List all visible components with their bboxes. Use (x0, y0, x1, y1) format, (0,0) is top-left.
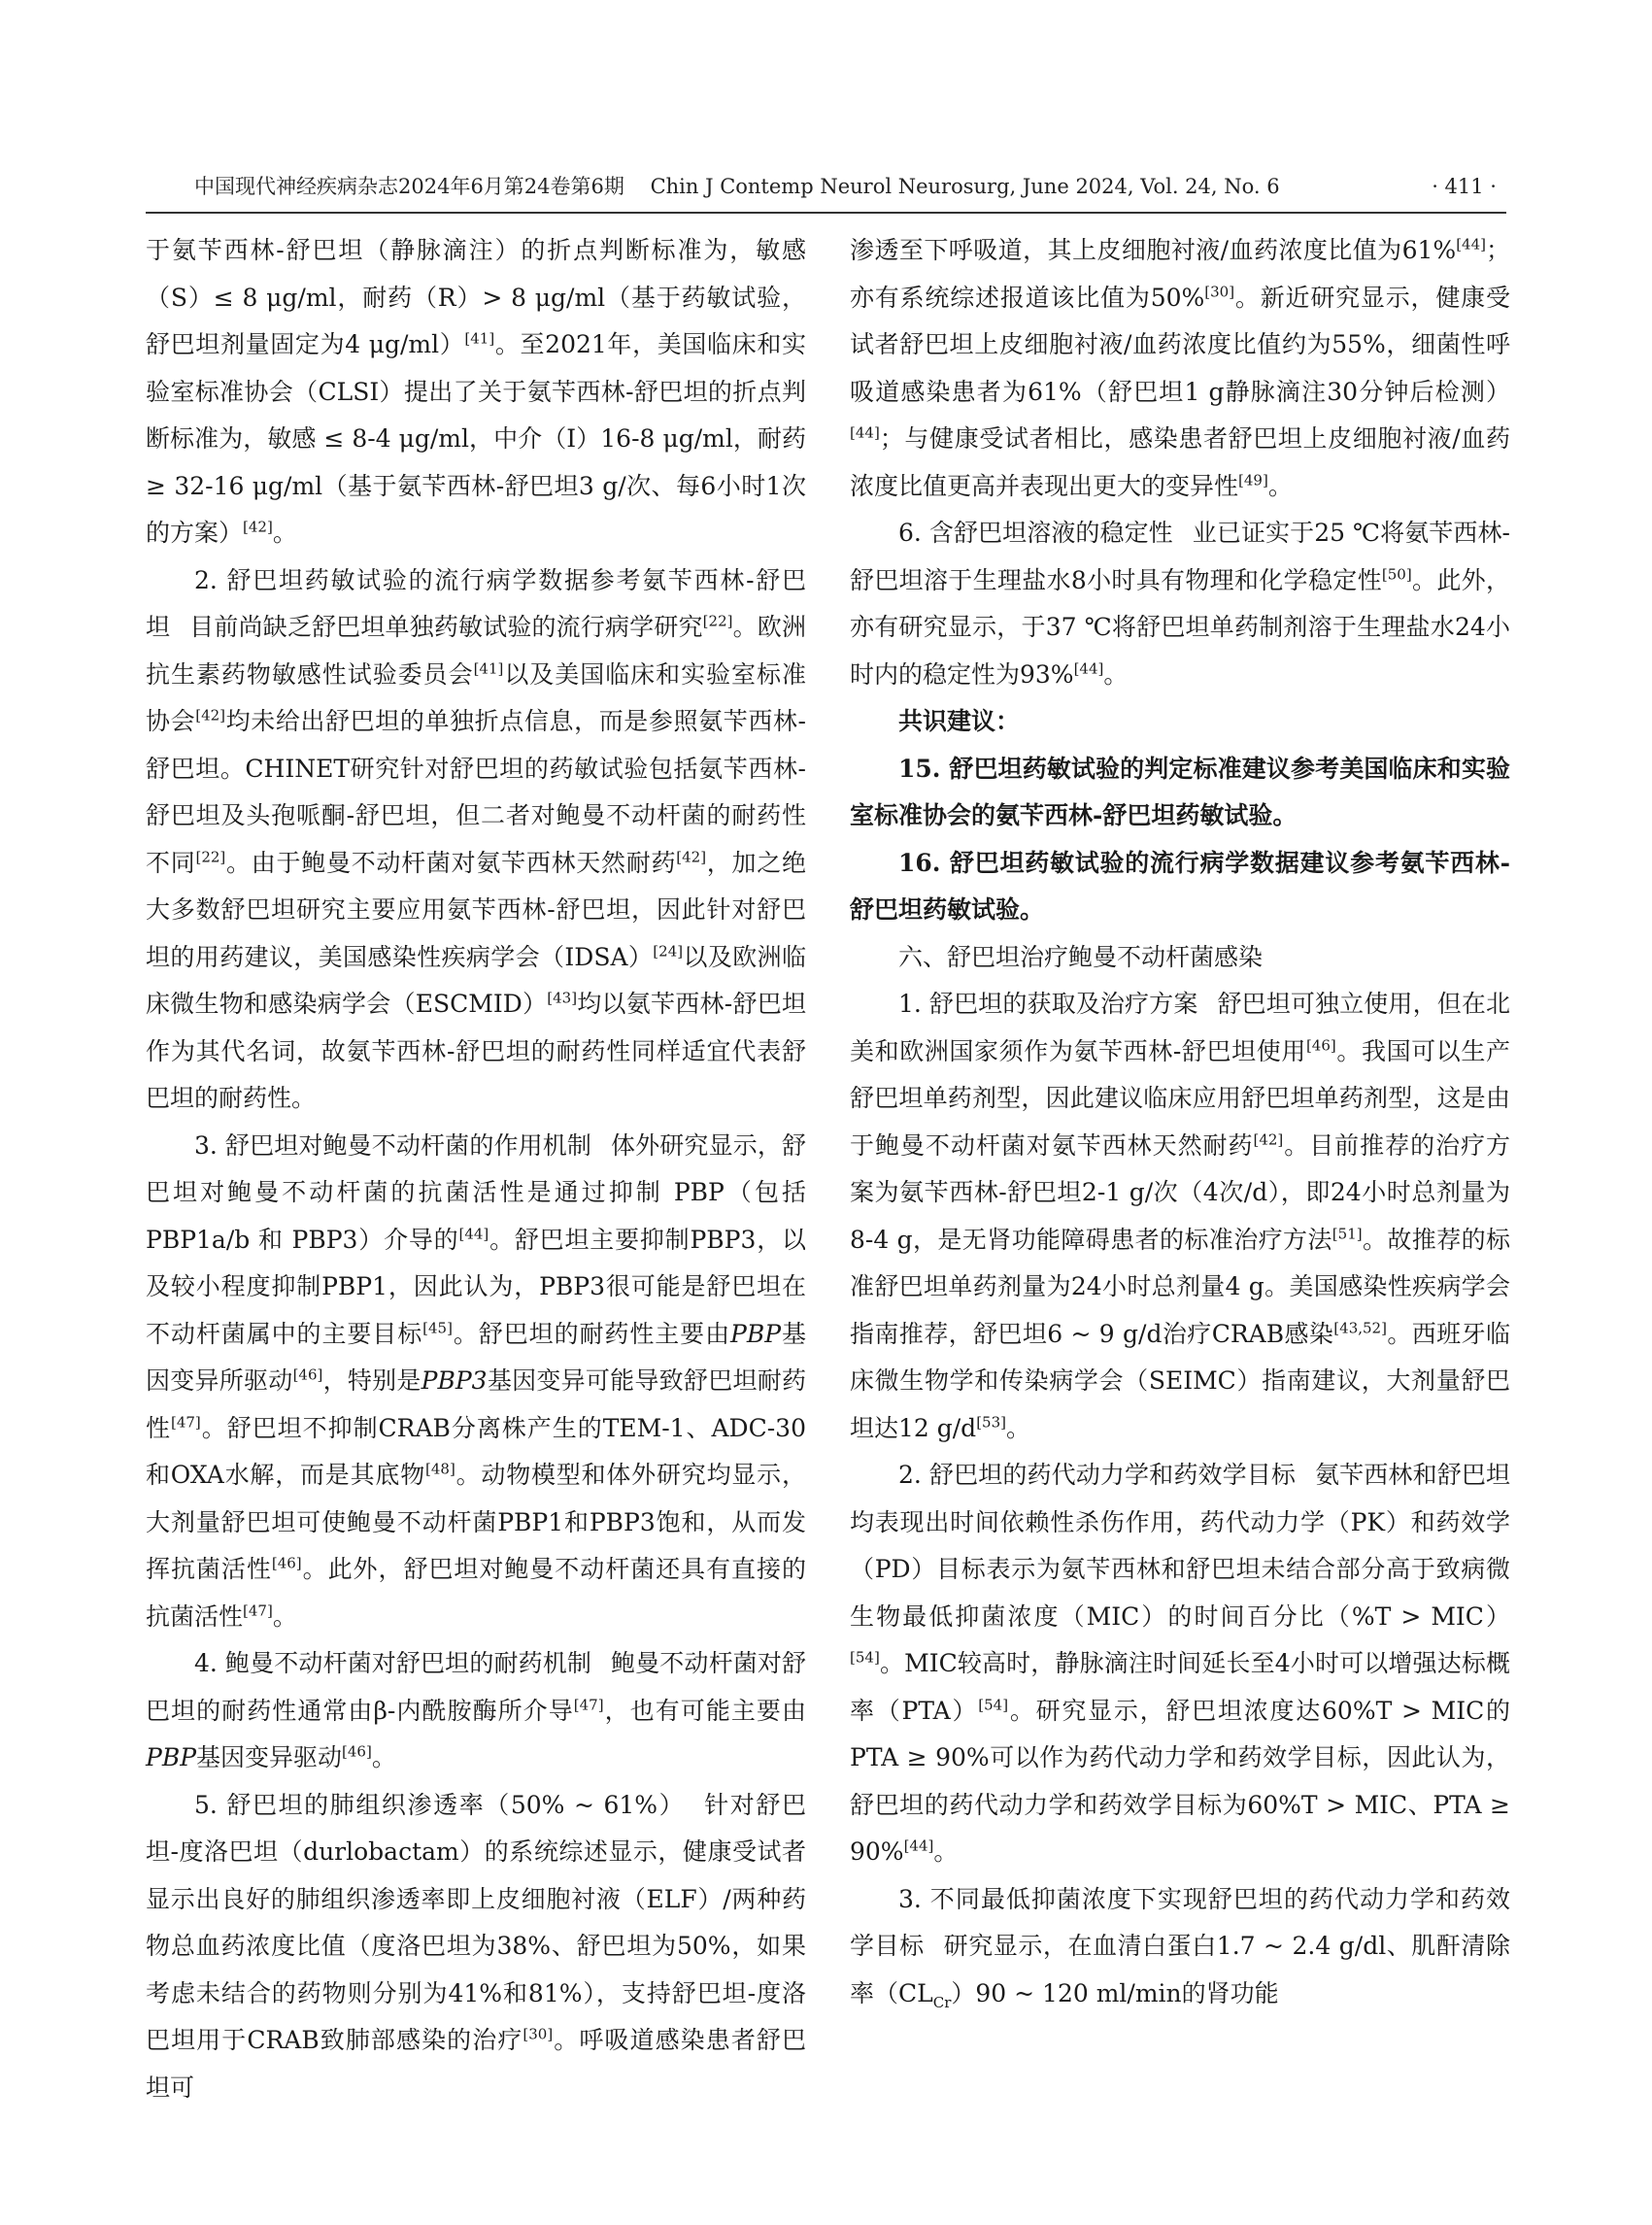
paragraph: 6. 含舒巴坦溶液的稳定性 业已证实于25 ℃将氨苄西林-舒巴坦溶于生理盐水8小时具有物理和化学稳定性[50]。此外，亦有研究显示，于37 ℃将舒巴坦单药制剂溶于生理盐水24小时内的稳定性为93%[44]。 (850, 519, 1510, 689)
paragraph: 3. 不同最低抑菌浓度下实现舒巴坦的药代动力学和药效学目标 研究显示，在血清白蛋白1.7 ~ 2.4 g/dl、肌酐清除率$(CL_{Cr})90$ ~ 120 ml/min的肾功能 (850, 1884, 1510, 2011)
paragraph: 2. 舒巴坦药敏试验的流行病学数据参考氨苄西林-舒巴坦 目前尚缺乏舒巴坦单独药敏试验的流行病学研究[22]。欧洲抗生素药物敏感性试验委员会[41]以及美国临床和实验室标准协会[42]均未给出舒巴坦的单独折点信息，而是参照氨苄西林-舒巴坦。CHINET研究针对舒巴坦的药敏试验包括氨苄西林-舒巴坦及头孢哌酮-舒巴坦，但二者对鲍曼不动杆菌的耐药性不同[22]。由于鲍曼不动杆菌对氨苄西林天然耐药[42]，加之绝大多数舒巴坦研究主要应用氨苄西林-舒巴坦，因此针对舒巴坦的用药建议，美国感染性疾病学会（IDSA）[24]以及欧洲临床微生物和感染病学会（ESCMID）[43]均以氨苄西林-舒巴坦作为其代名词，故氨苄西林-舒巴坦的耐药性同样适宜代表舒巴坦的耐药性。 (146, 565, 806, 1112)
running-header (146, 173, 1506, 200)
paragraph: 2. 舒巴坦的药代动力学和药效学目标 氨苄西林和舒巴坦均表现出时间依赖性杀伤作用，药代动力学（PK）和药效学（PD）目标表示为氨苄西林和舒巴坦未结合部分高于致病微生物最低抑菌浓度（MIC）的时间百分比（%T > MIC）[54]。MIC较高时，静脉滴注时间延长至4小时可以增强达标概率（PTA）[54]。研究显示，舒巴坦浓度达60%T > MIC的PTA ≥ 90%可以作为药代动力学和药效学目标，因此认为，舒巴坦的药代动力学和药效学目标为60%T > MIC、PTA ≥ 90%[44]。 (850, 1461, 1510, 1866)
paragraph: 渗透至下呼吸道，其上皮细胞衬液/血药浓度比值为61%[44]；亦有系统综述报道该比值为50%[30]。新近研究显示，健康受试者舒巴坦上皮细胞衬液/血药浓度比值约为55%，细菌性呼吸道感染患者为61%（舒巴坦1 g静脉滴注30分钟后检测）[44]；与健康受试者相比，感染患者舒巴坦上皮细胞衬液/血药浓度比值更高并表现出更大的变异性[49]。 (850, 235, 1510, 500)
paragraph: 5. 舒巴坦的肺组织渗透率（50% ~ 61%） 针对舒巴坦-度洛巴坦（durlobactam）的系统综述显示，健康受试者显示出良好的肺组织渗透率即上皮细胞衬液（ELF）/两种药物总血药浓度比值（度洛巴坦为38%、舒巴坦为50%，如果考虑未结合的药物则分别为41%和81%），支持舒巴坦-度洛巴坦用于CRAB致肺部感染的治疗[30]。呼吸道感染患者舒巴坦可 (146, 1790, 806, 2102)
header-rule (146, 212, 1506, 214)
paragraph: 3. 舒巴坦对鲍曼不动杆菌的作用机制 体外研究显示，舒巴坦对鲍曼不动杆菌的抗菌活性是通过抑制 PBP（包括 PBP1a/b 和 PBP3）介导的[44]。舒巴坦主要抑制PBP3，以及较小程度抑制PBP1，因此认为，PBP3很可能是舒巴坦在不动杆菌属中的主要目标[45]。舒巴坦的耐药性主要由PBP基因变异所驱动[46]，特别是PBP3基因变异可能导致舒巴坦耐药性[47]。舒巴坦不抑制CRAB分离株产生的TEM-1、ADC-30和OXA水解，而是其底物[48]。动物模型和体外研究均显示，大剂量舒巴坦可使鲍曼不动杆菌PBP1和PBP3饱和，从而发挥抗菌活性[46]。此外，舒巴坦对鲍曼不动杆菌还具有直接的抗菌活性[47]。 (146, 1130, 806, 1631)
subsection-heading: 3. 舒巴坦对鲍曼不动杆菌的作用机制 (194, 1130, 592, 1160)
subsection-heading: 2. 舒巴坦药敏试验的流行病学数据参考氨苄西林-舒巴坦 (146, 565, 806, 641)
citation: [42] (243, 518, 273, 536)
paragraph: 于氨苄西林-舒巴坦（静脉滴注）的折点判断标准为，敏感（S）≤ 8 μg/ml，耐药（R）> 8 μg/ml（基于药敏试验，舒巴坦剂量固定为4 μg/ml）[41]。至2021年，美国临床和实验室标准协会（CLSI）提出了关于氨苄西林-舒巴坦的折点判断标准为，敏感 ≤ 8-4 μg/ml，中介（I）16-8 μg/ml，耐药 ≥ 32-16 μg/ml（基于氨苄西林-舒巴坦3 g/次、每6小时1次的方案）[42]。 (146, 236, 806, 547)
consensus-label: 共识建议： (898, 707, 1021, 735)
paragraph: 1. 舒巴坦的获取及治疗方案 舒巴坦可独立使用，但在北美和欧洲国家须作为氨苄西林-舒巴坦使用[46]。我国可以生产舒巴坦单药剂型，因此建议临床应用舒巴坦单药剂型，这是由于鲍曼不动杆菌对氨苄西林天然耐药[42]。目前推荐的治疗方案为氨苄西林-舒巴坦2-1 g/次（4次/d），即24小时总剂量为8-4 g，是无肾功能障碍患者的标准治疗方法[51]。故推荐的标准舒巴坦单药剂量为24小时总剂量4 g。美国感染性疾病学会指南推荐，舒巴坦6 ~ 9 g/d治疗CRAB感染[43,52]。西班牙临床微生物学和传染病学会（SEIMC）指南建议，大剂量舒巴坦达12 g/d[53]。 (850, 990, 1510, 1442)
paragraph: 4. 鲍曼不动杆菌对舒巴坦的耐药机制 鲍曼不动杆菌对舒巴坦的耐药性通常由β-内酰胺酶所介导[47]，也有可能主要由PBP基因变异驱动[46]。 (146, 1649, 806, 1771)
subsection-heading: 6. 含舒巴坦溶液的稳定性 (898, 519, 1173, 547)
subsection-heading: 3. 不同最低抑菌浓度下实现舒巴坦的药代动力学和药效学目标 (850, 1884, 1510, 1960)
journal-citation: 中国现代神经疾病杂志2024年6月第24卷第6期 Chin J Contemp Neurol Neurosurg, June 2024, Vol. 24, No. 6 (194, 175, 1280, 198)
section-heading: 六、舒巴坦治疗鲍曼不动杆菌感染 (898, 942, 1264, 971)
citation: [41] (464, 329, 495, 348)
page-number: · 411 · (1432, 175, 1497, 198)
subsection-heading: 2. 舒巴坦的药代动力学和药效学目标 (898, 1461, 1297, 1489)
subsection-heading: 5. 舒巴坦的肺组织渗透率（50% ~ 61%） (194, 1790, 686, 1819)
recommendation-15: 15. 舒巴坦药敏试验的判定标准建议参考美国临床和实验室标准协会的氨苄西林-舒巴坦药敏试验。 (850, 754, 1510, 829)
subsection-heading: 1. 舒巴坦的获取及治疗方案 (898, 990, 1198, 1018)
recommendation-16: 16. 舒巴坦药敏试验的流行病学数据建议参考氨苄西林-舒巴坦药敏试验。 (850, 848, 1510, 924)
left-column (146, 227, 806, 2111)
subsection-heading: 4. 鲍曼不动杆菌对舒巴坦的耐药机制 (194, 1649, 592, 1677)
right-column (850, 227, 1510, 2026)
